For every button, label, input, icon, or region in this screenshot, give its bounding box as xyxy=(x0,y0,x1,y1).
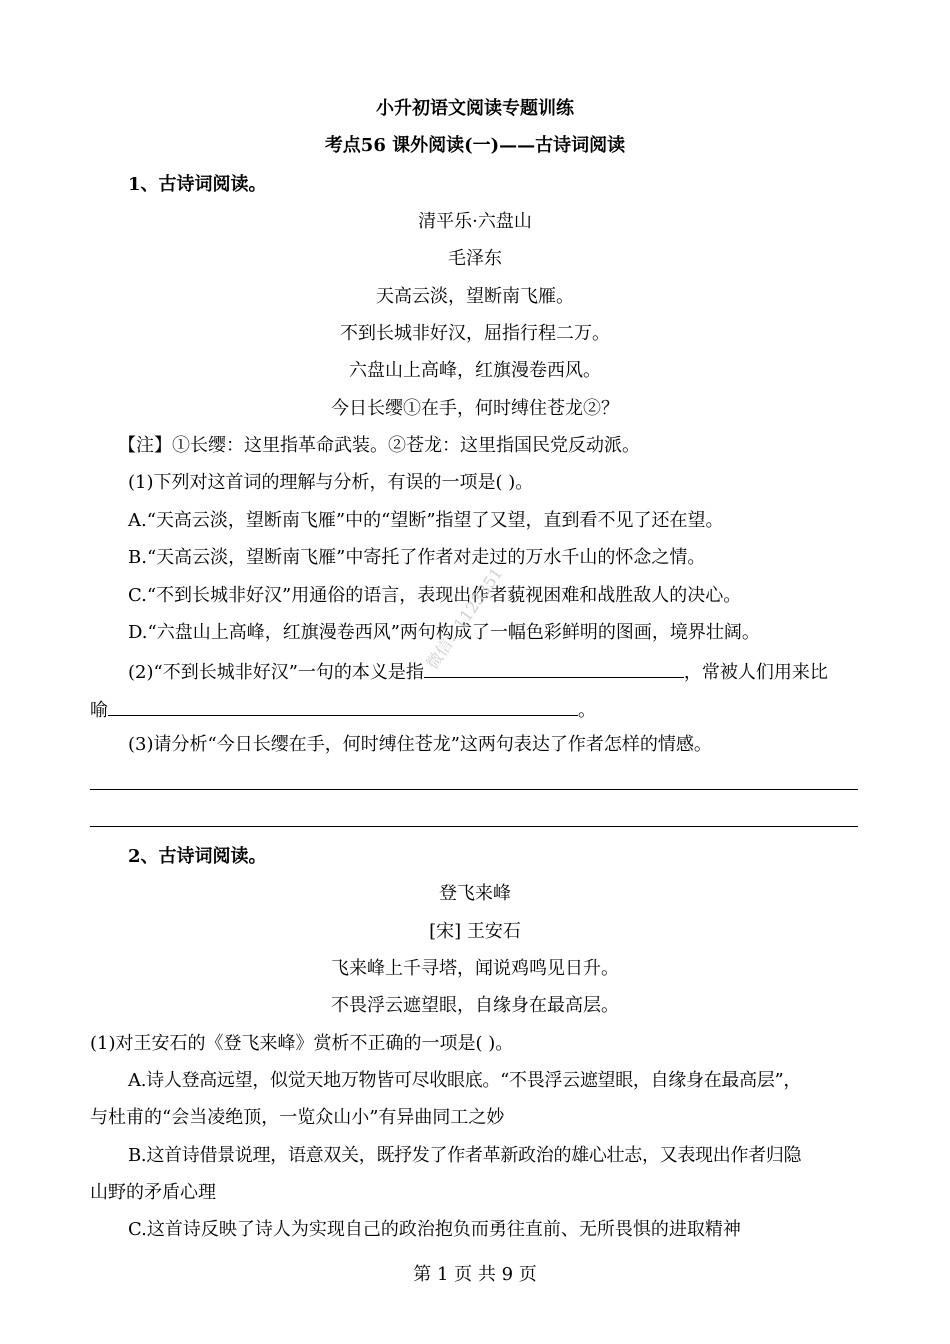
answer-blank[interactable] xyxy=(108,695,578,716)
q1-option-a: A.“天高云淡，望断南飞雁”中的“望断”指望了又望，直到看不见了还在望。 xyxy=(128,510,724,531)
q1-sub1-stem: (1)下列对这首词的理解与分析，有误的一项是( )。 xyxy=(128,472,534,493)
answer-line[interactable] xyxy=(90,789,858,790)
q2-poem-line: 飞来峰上千寻塔，闻说鸡鸣见日升。 xyxy=(331,958,619,979)
q2-sub1-stem: (1)对王安石的《登飞来峰》赏析不正确的一项是( )。 xyxy=(90,1033,514,1054)
q1-sub2-text: 。 xyxy=(578,700,596,721)
q2-option-b-cont: 山野的矛盾心理 xyxy=(90,1182,216,1203)
q2-poem-author: [宋] 王安石 xyxy=(429,921,521,942)
q1-sub2-line1 xyxy=(90,657,860,686)
q1-option-c: C.“不到长城非好汉”用通俗的语言，表现出作者藐视困难和战胜敌人的决心。 xyxy=(128,585,742,606)
q2-option-a: A.诗人登高远望，似觉天地万物皆可尽收眼底。“不畏浮云遮望眼，自缘身在最高层”， xyxy=(128,1070,802,1091)
q1-poem-line: 今日长缨①在手，何时缚住苍龙②？ xyxy=(331,398,619,419)
page-number: 第 1 页 共 9 页 xyxy=(413,1264,537,1285)
document-subtitle: 考点56 课外阅读(一)——古诗词阅读 xyxy=(324,135,626,156)
watermark: 微信：1123351 xyxy=(422,564,507,673)
q1-option-d: D.“六盘山上高峰，红旗漫卷西风”两句构成了一幅色彩鲜明的图画，境界壮阔。 xyxy=(128,622,760,643)
answer-blank[interactable] xyxy=(424,657,684,678)
document-title: 小升初语文阅读专题训练 xyxy=(376,98,574,119)
q1-heading: 1、古诗词阅读。 xyxy=(128,174,267,195)
q2-heading: 2、古诗词阅读。 xyxy=(128,846,267,867)
q1-sub2-text: (2)“不到长城非好汉”一句的本义是指 xyxy=(128,662,424,683)
q2-option-a-cont: 与杜甫的“会当凌绝顶，一览众山小”有异曲同工之妙 xyxy=(90,1107,505,1128)
q1-sub2-text: ，常被人们用来比 xyxy=(683,662,828,683)
q1-option-b: B.“天高云淡，望断南飞雁”中寄托了作者对走过的万水千山的怀念之情。 xyxy=(128,547,706,568)
q1-poem-line: 天高云淡，望断南飞雁。 xyxy=(376,286,574,307)
q1-sub2-line2 xyxy=(90,695,860,724)
q2-option-c: C.这首诗反映了诗人为实现自己的政治抱负而勇往直前、无所畏惧的进取精神 xyxy=(128,1219,741,1240)
q2-poem-title: 登飞来峰 xyxy=(439,883,511,904)
q2-poem-line: 不畏浮云遮望眼，自缘身在最高层。 xyxy=(331,995,619,1016)
q2-option-b: B.这首诗借景说理，语意双关，既抒发了作者革新政治的雄心壮志，又表现出作者归隐 xyxy=(128,1145,802,1166)
q1-poem-line: 不到长城非好汉，屈指行程二万。 xyxy=(340,323,610,344)
q1-note: 【注】①长缨：这里指革命武装。②苍龙：这里指国民党反动派。 xyxy=(118,435,640,456)
q1-sub2-text: 喻 xyxy=(90,700,108,721)
q1-sub3: (3)请分析“今日长缨在手，何时缚住苍龙”这两句表达了作者怎样的情感。 xyxy=(128,734,712,755)
answer-line[interactable] xyxy=(90,826,858,827)
q1-poem-author: 毛泽东 xyxy=(448,248,502,269)
q1-poem-line: 六盘山上高峰，红旗漫卷西风。 xyxy=(349,360,601,381)
q1-poem-title: 清平乐·六盘山 xyxy=(418,211,532,232)
